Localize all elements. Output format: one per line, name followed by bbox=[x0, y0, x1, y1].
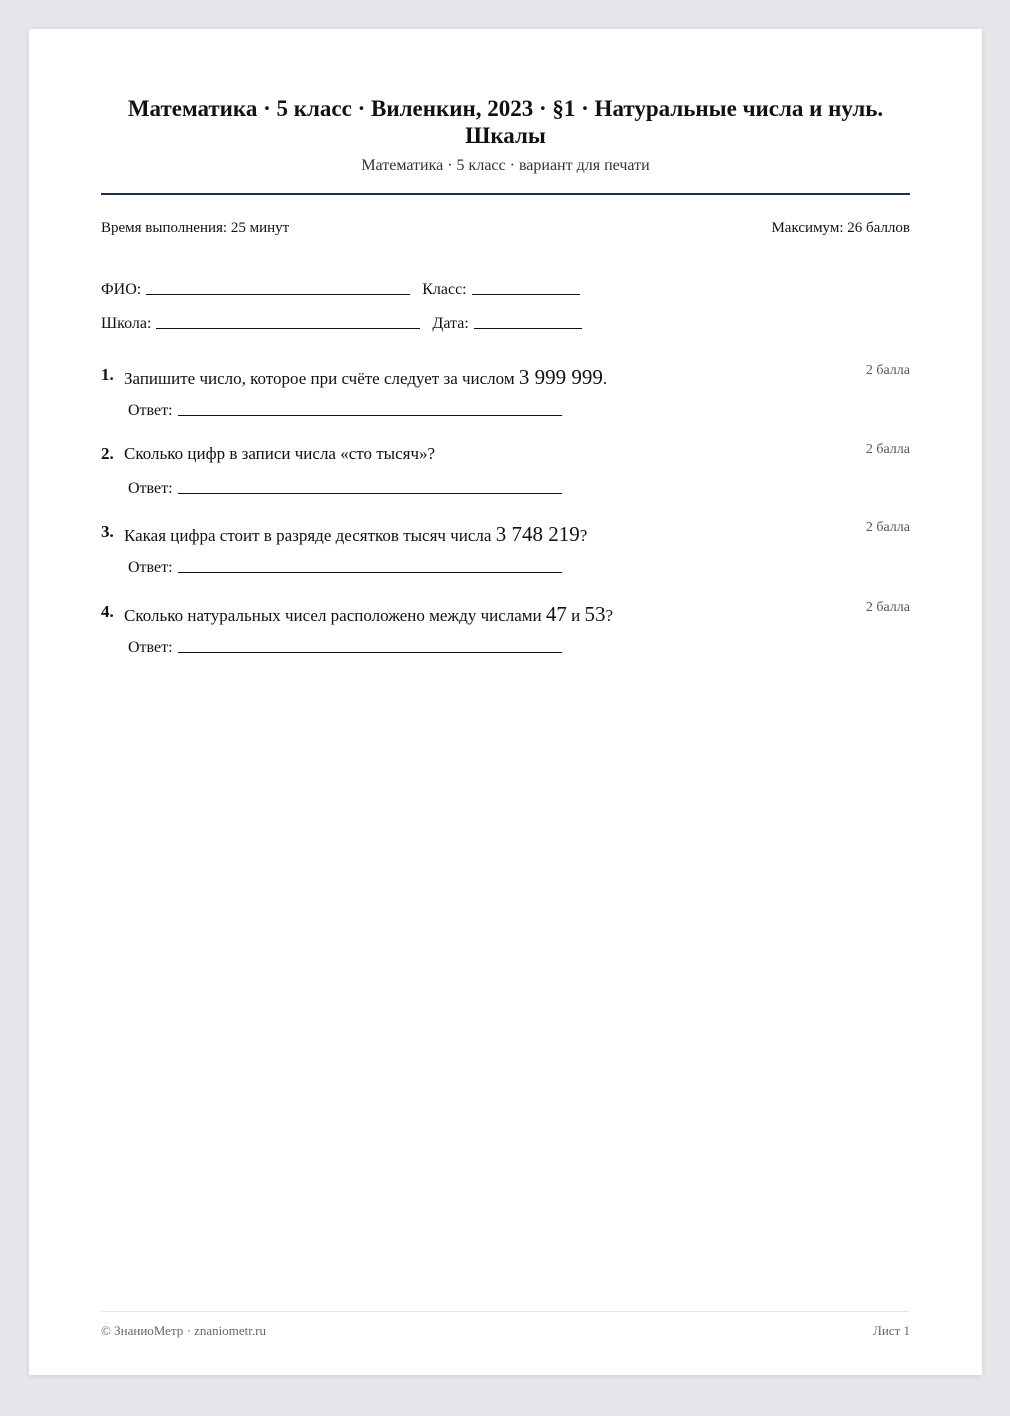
answer-label: Ответ: bbox=[128, 480, 173, 497]
answer-label: Ответ: bbox=[128, 402, 173, 419]
school-field[interactable] bbox=[156, 327, 420, 329]
fio-field[interactable] bbox=[146, 293, 410, 295]
student-info-row-2 bbox=[101, 315, 582, 333]
class-field[interactable] bbox=[472, 293, 580, 295]
task-points: 2 балла bbox=[865, 520, 910, 535]
task-points: 2 балла bbox=[865, 363, 910, 378]
worksheet-page bbox=[29, 29, 982, 1375]
task-math-value: 47 bbox=[545, 602, 567, 626]
task-number: 1. bbox=[101, 365, 114, 384]
footer-sheet-number: Лист 1 bbox=[873, 1323, 910, 1338]
task-number: 3. bbox=[101, 522, 114, 541]
date-label: Дата: bbox=[432, 315, 469, 332]
task-points: 2 балла bbox=[865, 442, 910, 457]
task-text: Запишите число, которое при счёте следует за числом 3 999 999. bbox=[124, 365, 608, 389]
task-number: 2. bbox=[101, 444, 114, 463]
school-label: Школа: bbox=[101, 315, 152, 332]
answer-field[interactable] bbox=[178, 571, 562, 573]
time-limit: Время выполнения: 25 минут bbox=[101, 220, 290, 236]
task-points: 2 балла bbox=[865, 600, 910, 615]
answer-field[interactable] bbox=[178, 492, 562, 494]
answer-field[interactable] bbox=[178, 414, 562, 416]
page-title: Математика · 5 класс · Виленкин, 2023 · §1 · Натуральные числа и нуль. Шкалы bbox=[127, 96, 884, 148]
header-divider bbox=[101, 193, 910, 195]
task-number: 4. bbox=[101, 602, 114, 621]
answer-row-1 bbox=[128, 402, 562, 420]
date-field[interactable] bbox=[474, 327, 582, 329]
answer-row-4 bbox=[128, 639, 562, 657]
answer-row-3 bbox=[128, 559, 562, 577]
answer-label: Ответ: bbox=[128, 639, 173, 656]
task-math-value: 3 999 999 bbox=[518, 365, 603, 389]
task-math-value: 3 748 219 bbox=[495, 522, 580, 546]
answer-row-2 bbox=[128, 480, 562, 498]
student-info-row-1 bbox=[101, 281, 580, 299]
task-text: Сколько натуральных чисел расположено между числами 47 и 53? bbox=[124, 602, 614, 626]
answer-label: Ответ: bbox=[128, 559, 173, 576]
task-math-value: 53 bbox=[584, 602, 606, 626]
task-text: Сколько цифр в записи числа «сто тысяч»? bbox=[124, 444, 436, 463]
footer-divider bbox=[101, 1311, 910, 1312]
task-text: Какая цифра стоит в разряде десятков тысяч числа 3 748 219? bbox=[124, 522, 588, 546]
max-score: Максимум: 26 баллов bbox=[771, 220, 910, 236]
fio-label: ФИО: bbox=[101, 281, 142, 298]
class-label: Класс: bbox=[422, 281, 467, 298]
answer-field[interactable] bbox=[178, 651, 562, 653]
page-subtitle: Математика · 5 класс · вариант для печати bbox=[361, 157, 650, 174]
footer-copyright: © ЗнаниоМетр · znaniometr.ru bbox=[101, 1323, 266, 1338]
